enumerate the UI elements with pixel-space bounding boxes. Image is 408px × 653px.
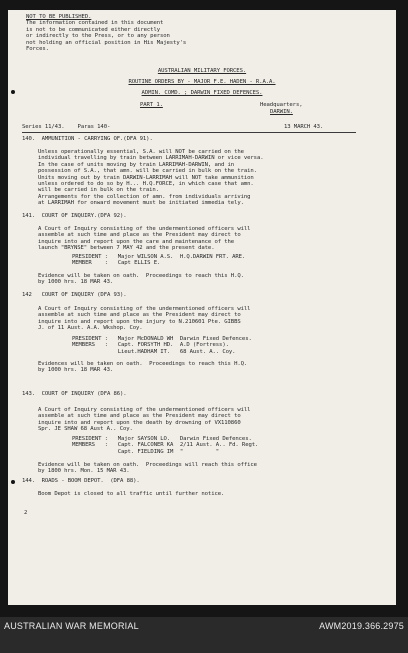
para-line: will be carried in bulk on the train. xyxy=(38,187,159,194)
member-line: PRESIDENT : Major WILSON A.S. H.Q.DARWIN FRT. ARE. xyxy=(72,254,246,260)
doc-title-forces: AUSTRALIAN MILITARY FORCES. xyxy=(157,68,247,74)
para-line: inquire into and report upon the care and maintenance of the xyxy=(38,238,235,245)
para-line: individual travelling by train between LARRIMAH-DARWIN or vice versa. xyxy=(38,155,264,162)
para-line: assemble at such time and place as the President may direct to xyxy=(38,232,241,239)
para-142-heading: 142 COURT OF INQUIRY (DFA 93). xyxy=(22,292,127,298)
para-line: by 1800 hrs. Mon. 15 MAR 43. xyxy=(38,468,130,475)
para-line: inquire into and report upon the death by drowning of VX110860 xyxy=(38,419,241,426)
order-date: 13 MARCH 43. xyxy=(284,124,324,130)
member-line: Capt. FIELDING IM " " xyxy=(72,448,220,455)
member-line: PRESIDENT : Major McDONALD WH Darwin Fixed Defences. xyxy=(72,336,252,342)
hq-line2: DARWIN. xyxy=(270,109,293,115)
para-141-heading: 141. COURT OF INQUIRY.(DFA 92). xyxy=(22,213,127,219)
doc-title-orders: ROUTINE ORDERS BY - MAJOR F.E. HADEN - R.A.A. xyxy=(128,79,276,85)
member-line: MEMBERS : Capt. FORSYTH HD. A.D (Fortress). xyxy=(72,342,229,349)
para-line: Unless operationally essential, S.A. will NOT be carried on the xyxy=(38,149,244,155)
para-line: possession of S.A., that amn. will be carried in bulk on the train. xyxy=(38,168,257,175)
para-140-heading: 140. AMMUNITION - CARRYING OF.(DFA 91). xyxy=(22,136,153,142)
para-line: A Court of Inquiry consisting of the undermentioned officers will xyxy=(38,407,251,413)
para-line: by 1000 hrs. 18 MAR 43. xyxy=(38,279,114,286)
para-line: inquire into and report upon the injury to N.210601 Pte. GIBBS xyxy=(38,318,241,325)
para-line: A Court of Inquiry consisting of the undermentioned officers will xyxy=(38,226,251,232)
para-line: J. of 11 Aust. A.A. Wkshop. Coy. xyxy=(38,325,143,332)
para-line: Units moving out by train DARWIN-LARRIMAH will NOT take ammunition xyxy=(38,174,254,181)
para-line: Spr. JE SHAW 68 Aust A.. Coy. xyxy=(38,426,133,433)
member-line: MEMBER : Capt ELLIS E. xyxy=(72,260,161,267)
para-line: A Court of Inquiry consisting of the undermentioned officers will xyxy=(38,306,251,312)
para-144-heading: 144. ROADS - BOOM DEPOT. (DFA 88). xyxy=(22,478,140,484)
para-line: Evidence will be taken on oath. Proceedings to reach this H.Q. xyxy=(38,273,244,279)
para-line: assemble at such time and place as the President may direct to xyxy=(38,413,241,420)
para-line: unless ordered to do so by H... H.Q.FORCE, in which case that amn. xyxy=(38,181,254,187)
para-line: assemble at such time and place as the President may direct to xyxy=(38,312,241,319)
notice-line: Forces. xyxy=(26,46,49,52)
member-line: Lieut.HADHAM IT. 68 Aust. A.. Coy. xyxy=(72,348,236,355)
member-line: MEMBERS : Capt. FALCONER KA 2/11 Aust. A.. Fd. Regt. xyxy=(72,442,259,449)
doc-title-admin: ADMIN. COMD. ; DARWIN FIXED DEFENCES. xyxy=(141,90,263,96)
notice-line: is not to be communicated either directly xyxy=(26,26,160,33)
notice-line: The information contained in this document xyxy=(26,20,164,27)
notice-line: not holding an official position in His Majesty's xyxy=(26,39,187,46)
document-page xyxy=(8,10,396,605)
para-line: Arrangements for the collection of amn. from individuals arriving xyxy=(38,193,251,200)
para-line: at LARRIMAH for onward movement must be initiated immedia tely. xyxy=(38,200,244,207)
archive-name: AUSTRALIAN WAR MEMORIAL xyxy=(4,621,139,631)
para-line: by 1000 hrs. 18 MAR 43. xyxy=(38,367,114,374)
para-143-heading: 143. COURT OF INQUIRY (DFA 86). xyxy=(22,391,127,397)
archive-reference: AWM2019.366.2975 xyxy=(319,621,404,631)
para-line: Evidence will be taken on oath. Proceedings will reach this office xyxy=(38,462,257,468)
archive-footer xyxy=(0,617,408,653)
para-line: In the case of units moving by train LARRIMAH-DARWIN, and in xyxy=(38,161,235,168)
doc-part: PART 1. xyxy=(140,102,163,108)
page-number: 2 xyxy=(24,510,28,516)
para-line: Evidences will be taken on oath. Proceedings to reach this H.Q. xyxy=(38,361,248,367)
series-line: Series 11/43. Paras 140- xyxy=(22,124,111,130)
header-rule xyxy=(22,132,356,133)
hq-line1: Headquarters, xyxy=(260,102,303,108)
punch-hole xyxy=(11,480,15,484)
para-line: launch "BRYNSE" between 7 MAY 42 and the present date. xyxy=(38,245,215,252)
para-line: Boom Depot is closed to all traffic until further notice. xyxy=(38,491,225,497)
member-line: PRESIDENT : Major SAYSON LO. Darwin Fixed Defences. xyxy=(72,436,252,442)
notice-line: or indirectly to the Press, or to any person xyxy=(26,33,170,40)
notice-line: NOT TO BE PUBLISHED. xyxy=(26,14,92,20)
